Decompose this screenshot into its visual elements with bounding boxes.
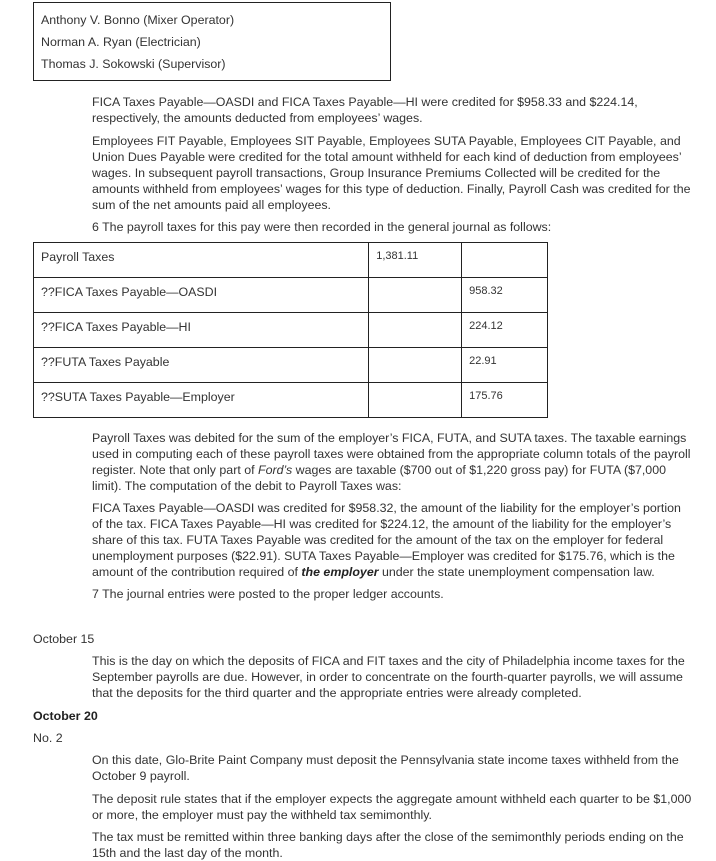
credit-cell: 22.91 (462, 348, 548, 383)
employee-name: Thomas J. Sokowski (Supervisor) (41, 57, 226, 71)
employee-name: Norman A. Ryan (Electrician) (41, 35, 201, 49)
paragraph-fica-credited: FICA Taxes Payable—OASDI and FICA Taxes Payable—HI were credited for $958.33 and $224.14, respectively, the amounts deducted from employees’ wages. (92, 95, 638, 125)
table-row (34, 383, 548, 418)
account-cell: ??FUTA Taxes Payable (34, 348, 369, 383)
text-run: FICA Taxes Payable—OASDI was credited for $958.32, the amount of the liability for the employer’s portion of the tax. FICA Taxes Payable—HI was credited for $224.12, the amount of the liability for the employer’s share of this tax. FUTA Taxes Payable was credited for the amount of the tax on the employer for federal unemployment purposes ($22.91). SUTA Taxes Payable—Employer was credited for $175.76, which is the amount of the contribution required of (92, 501, 681, 579)
table-row (34, 243, 548, 278)
employee-list-box (33, 2, 391, 81)
paragraph-deposit-pa-tax: On this date, Glo-Brite Paint Company must deposit the Pennsylvania state income taxes withheld from the October 9 payroll. (92, 753, 679, 783)
table-row (34, 348, 548, 383)
emphasis-employer: the employer (301, 565, 379, 579)
item-number: No. 2 (33, 731, 63, 745)
emphasis-ford: Ford’s (258, 463, 293, 477)
paragraph-step-7: 7 The journal entries were posted to the proper ledger accounts. (92, 587, 444, 601)
paragraph-deductions-credited: Employees FIT Payable, Employees SIT Payable, Employees SUTA Payable, Employees CIT Payable, and Union Dues Payable were credited for the total amount withheld for each kind of deduction from employees’ wages. In subsequent payroll transactions, Group Insurance Premiums Collected will be credited for the amounts withheld from employees’ wages for this type of deduction. Finally, Payroll Cash was credited for the sum of the net amounts paid all employees. (92, 134, 691, 212)
debit-cell (369, 313, 462, 348)
paragraph-payroll-taxes-debited (92, 430, 692, 494)
account-cell: ??SUTA Taxes Payable—Employer (34, 383, 369, 418)
journal-table (33, 242, 548, 418)
paragraph-step-6: 6 The payroll taxes for this pay were then recorded in the general journal as follows: (92, 220, 552, 234)
date-heading: October 20 (33, 709, 98, 723)
table-row (34, 278, 548, 313)
paragraph-taxes-credited (92, 500, 692, 580)
paragraph-october-15: This is the day on which the deposits of FICA and FIT taxes and the city of Philadelphia income taxes for the September payrolls are due. However, in order to concentrate on the fourth-quarter payrolls, we will assume that the deposits for the third quarter and the appropriate entries were already completed. (92, 654, 685, 700)
credit-cell: 958.32 (462, 278, 548, 313)
credit-cell (462, 243, 548, 278)
date-heading: October 15 (33, 632, 95, 646)
paragraph-remit-timing: The tax must be remitted within three banking days after the close of the semimonthly periods ending on the 15th and the last day of the month. (92, 830, 684, 860)
paragraph-deposit-rule: The deposit rule states that if the employer expects the aggregate amount withheld each quarter to be $1,000 or more, the employer must pay the withheld tax semimonthly. (92, 792, 692, 822)
table-row (34, 313, 548, 348)
employee-name: Anthony V. Bonno (Mixer Operator) (41, 13, 235, 27)
credit-cell: 224.12 (462, 313, 548, 348)
debit-cell (369, 278, 462, 313)
account-cell: ??FICA Taxes Payable—HI (34, 313, 369, 348)
text-run: under the state unemployment compensation law. (378, 565, 655, 579)
account-cell: ??FICA Taxes Payable—OASDI (34, 278, 369, 313)
credit-cell: 175.76 (462, 383, 548, 418)
account-cell: Payroll Taxes (34, 243, 369, 278)
debit-cell (369, 383, 462, 418)
text-run: wages are taxable ($700 out of $1,220 gross pay) for FUTA ($7,000 limit). The computation of the debit to Payroll Taxes was: (92, 463, 666, 493)
debit-cell: 1,381.11 (369, 243, 462, 278)
debit-cell (369, 348, 462, 383)
text-run: Payroll Taxes was debited for the sum of the employer’s FICA, FUTA, and SUTA taxes. The taxable earnings used in computing each of these payroll taxes were obtained from the appropriate column totals of the payroll register. Note that only part of (92, 431, 691, 477)
